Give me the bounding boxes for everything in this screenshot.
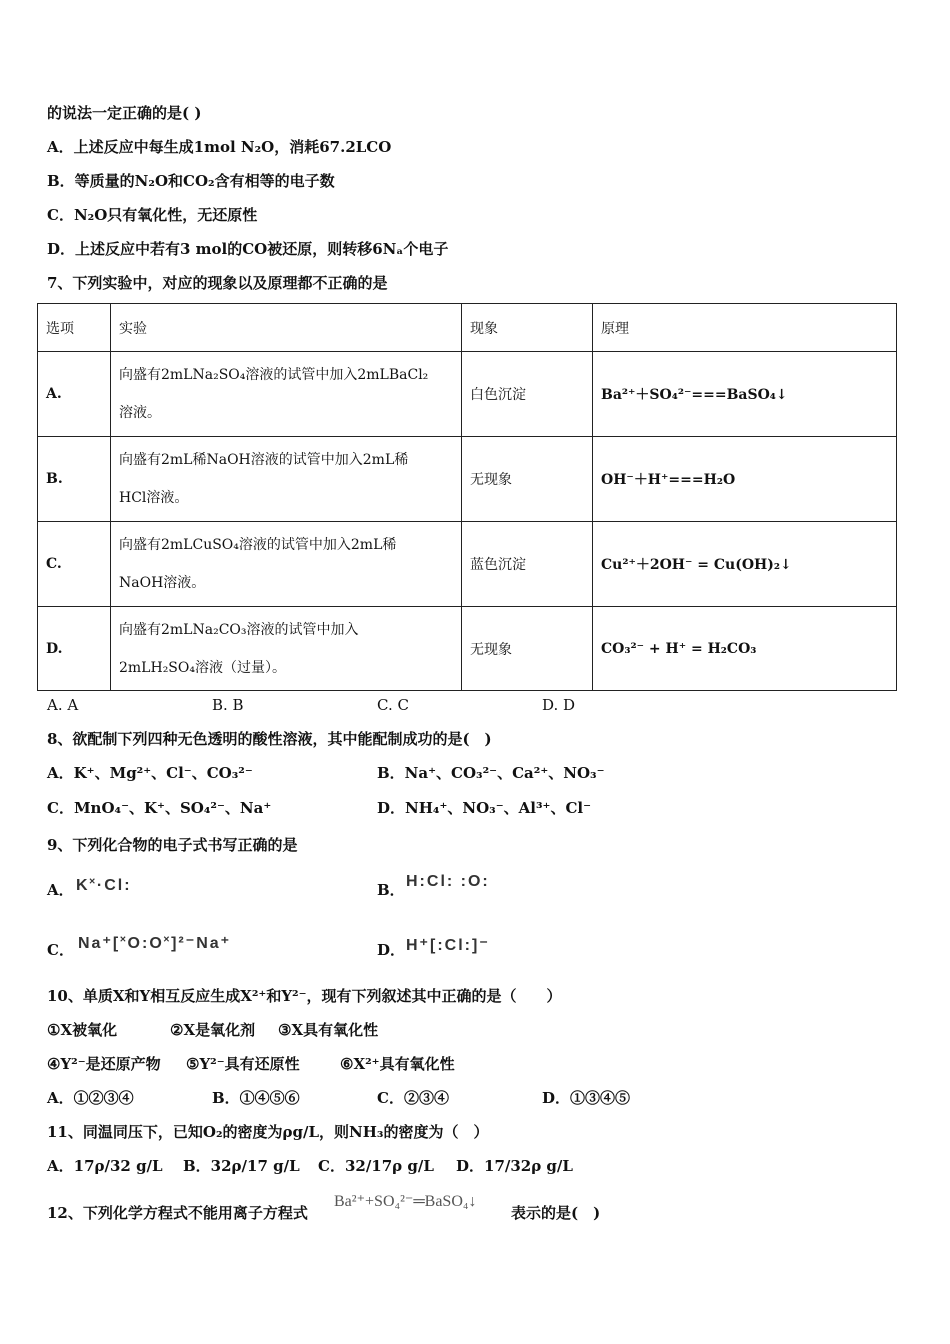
q7-answer-c: C. C: [377, 696, 409, 714]
q8-stem: 8、欲配制下列四种无色透明的酸性溶液，其中能配制成功的是( ): [47, 730, 492, 748]
q7-stem: 7、下列实验中，对应的现象以及原理都不正确的是: [47, 274, 388, 292]
row-phenomenon: 无现象: [462, 437, 593, 522]
q11-stem: 11、同温同压下，已知O₂的密度为ρg/L，则NH₃的密度为（ ）: [47, 1123, 489, 1141]
q9-label-a: A．: [47, 881, 74, 899]
experiment-line: 向盛有2mL稀NaOH溶液的试管中加入2mL稀: [119, 452, 409, 468]
q10-statement-3: ③X具有氧化性: [278, 1021, 379, 1039]
q6-option-c: C．N₂O只有氧化性，无还原性: [47, 206, 258, 224]
q10-option-d: D．①③④⑤: [542, 1089, 631, 1107]
q6-option-d: D．上述反应中若有3 mol的CO被还原，则转移6Nₐ个电子: [47, 240, 449, 258]
table-row: [38, 352, 897, 437]
table-row: [38, 437, 897, 522]
q8-option-d: D．NH₄⁺、NO₃⁻、Al³⁺、Cl⁻: [377, 799, 592, 817]
q8-option-c: C．MnO₄⁻、K⁺、SO₄²⁻、Na⁺: [47, 799, 272, 817]
q9-label-b: B．: [377, 881, 405, 899]
table-row: [38, 522, 897, 607]
row-phenomenon: 蓝色沉淀: [462, 522, 593, 607]
q7-answer-d: D. D: [542, 696, 576, 714]
q10-option-a: A．①②③④: [47, 1089, 134, 1107]
header-option: 选项: [38, 304, 111, 352]
q11-option-c: C．32/17ρ g/L: [318, 1157, 434, 1175]
row-principle: OH⁻＋H⁺===H₂O: [593, 437, 897, 522]
row-option: C.: [38, 522, 111, 607]
q12-stem-post: 表示的是( ): [511, 1204, 601, 1222]
row-option: D.: [38, 607, 111, 691]
row-experiment: [111, 522, 462, 607]
experiment-line: HCl溶液。: [119, 490, 189, 506]
row-option: A.: [38, 352, 111, 437]
experiment-line: 向盛有2mLNa₂CO₃溶液的试管中加入: [119, 621, 359, 638]
q9-label-c: C．: [47, 941, 74, 959]
table-header-row: [38, 304, 897, 352]
header-experiment: 实验: [111, 304, 462, 352]
experiment-line: NaOH溶液。: [119, 575, 206, 591]
header-principle: 原理: [593, 304, 897, 352]
row-experiment: [111, 352, 462, 437]
row-principle: CO₃²⁻ + H⁺ = H₂CO₃: [593, 607, 897, 691]
q10-statement-1: ①X被氧化: [47, 1021, 118, 1039]
q6-option-a: A．上述反应中每生成1mol N₂O，消耗67.2LCO: [47, 138, 392, 156]
row-principle: Ba²⁺＋SO₄²⁻===BaSO₄↓: [593, 352, 897, 437]
q10-statement-5: ⑤Y²⁻具有还原性: [186, 1055, 300, 1073]
q9-formula-b: H:Cl: :O:: [406, 873, 490, 890]
q12-equation: Ba²⁺+SO₄²⁻═BaSO₄↓: [334, 1193, 477, 1210]
q7-table: [37, 303, 897, 691]
table-row: [38, 607, 897, 691]
experiment-line: 向盛有2mLCuSO₄溶液的试管中加入2mL稀: [119, 537, 397, 553]
q10-statement-4: ④Y²⁻是还原产物: [47, 1055, 161, 1073]
row-experiment: [111, 607, 462, 691]
q10-option-b: B．①④⑤⑥: [212, 1089, 300, 1107]
q8-option-b: B．Na⁺、CO₃²⁻、Ca²⁺、NO₃⁻: [377, 764, 605, 782]
q10-statement-6: ⑥X²⁺具有氧化性: [340, 1055, 455, 1073]
q7-answer-b: B. B: [212, 696, 244, 714]
q10-option-c: C．②③④: [377, 1089, 449, 1107]
row-phenomenon: 无现象: [462, 607, 593, 691]
q9-formula-d: H⁺[:Cl:]⁻: [406, 937, 490, 954]
row-option: B.: [38, 437, 111, 522]
row-phenomenon: 白色沉淀: [462, 352, 593, 437]
q9-formula-a: K˟·Cl:: [76, 877, 132, 894]
q11-option-b: B．32ρ/17 g/L: [183, 1157, 300, 1175]
row-experiment: [111, 437, 462, 522]
experiment-line: 溶液。: [119, 405, 161, 421]
header-phenomenon: 现象: [462, 304, 593, 352]
q10-stem: 10、单质X和Y相互反应生成X²⁺和Y²⁻，现有下列叙述其中正确的是（ ）: [47, 987, 562, 1005]
q6-stem-tail: 的说法一定正确的是( ): [47, 104, 202, 122]
q7-answer-a: A. A: [47, 696, 79, 714]
q8-option-a: A．K⁺、Mg²⁺、Cl⁻、CO₃²⁻: [47, 764, 253, 782]
q10-statement-2: ②X是氧化剂: [170, 1021, 256, 1039]
q9-stem: 9、下列化合物的电子式书写正确的是: [47, 836, 298, 854]
q9-formula-c: Na⁺[˟O:O˟]²⁻Na⁺: [78, 935, 232, 952]
experiment-line: 向盛有2mLNa₂SO₄溶液的试管中加入2mLBaCl₂: [119, 367, 429, 383]
experiment-line: 2mLH₂SO₄溶液（过量）。: [119, 659, 286, 676]
q11-option-d: D．17/32ρ g/L: [456, 1157, 573, 1175]
q12-stem-pre: 12、下列化学方程式不能用离子方程式: [47, 1204, 308, 1222]
q6-option-b: B．等质量的N₂O和CO₂含有相等的电子数: [47, 172, 335, 190]
row-principle: Cu²⁺＋2OH⁻ = Cu(OH)₂↓: [593, 522, 897, 607]
q9-label-d: D．: [377, 941, 406, 959]
q11-option-a: A．17ρ/32 g/L: [47, 1157, 163, 1175]
